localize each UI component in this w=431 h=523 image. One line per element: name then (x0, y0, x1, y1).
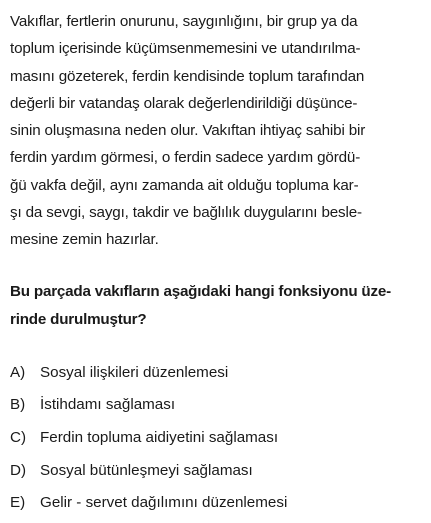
passage-line: sinin oluşmasına neden olur. Vakıftan ihtiyaç sahibi bir (10, 122, 366, 140)
option-text: Ferdin topluma aidiyetini sağlaması (40, 428, 279, 446)
passage-line: ğü vakfa değil, aynı zamanda ait olduğu topluma kar- (10, 176, 359, 194)
passage-line: değerli bir vatandaş olarak değerlendirildiği düşünce- (10, 94, 358, 112)
option-text: Gelir - servet dağılımını düzenlemesi (40, 494, 288, 512)
answer-options (10, 356, 425, 519)
passage-text (10, 8, 425, 254)
passage-line: masını gözeterek, ferdin kendisinde toplum tarafından (10, 67, 365, 85)
passage-line: mesine zemin hazırlar. (10, 231, 159, 249)
option-e[interactable] (10, 486, 425, 519)
passage-line: toplum içerisinde küçümsenmemesini ve utandırılma- (10, 40, 361, 58)
option-letter: E) (10, 494, 26, 512)
option-text: Sosyal ilişkileri düzenlemesi (40, 363, 229, 381)
option-letter: A) (10, 363, 26, 381)
passage-line: Vakıflar, fertlerin onurunu, saygınlığını, bir grup ya da (10, 13, 358, 30)
option-c[interactable] (10, 421, 425, 454)
question-line: Bu parçada vakıfların aşağıdaki hangi fonksiyonu üze- (10, 283, 392, 300)
option-text: İstihdamı sağlaması (40, 396, 176, 414)
passage-line: şı da sevgi, saygı, takdir ve bağlılık duygularını besle- (10, 204, 362, 222)
option-letter: D) (10, 461, 27, 479)
option-letter: C) (10, 428, 27, 446)
passage-line: ferdin yardım görmesi, o ferdin sadece yardım gördü- (10, 149, 361, 167)
question-stem (10, 278, 425, 334)
option-text: Sosyal bütünleşmeyi sağlaması (40, 461, 253, 479)
option-b[interactable] (10, 389, 425, 422)
option-d[interactable] (10, 454, 425, 487)
option-a[interactable] (10, 356, 425, 389)
question-line: rinde durulmuştur? (10, 311, 147, 328)
option-letter: B) (10, 396, 26, 414)
